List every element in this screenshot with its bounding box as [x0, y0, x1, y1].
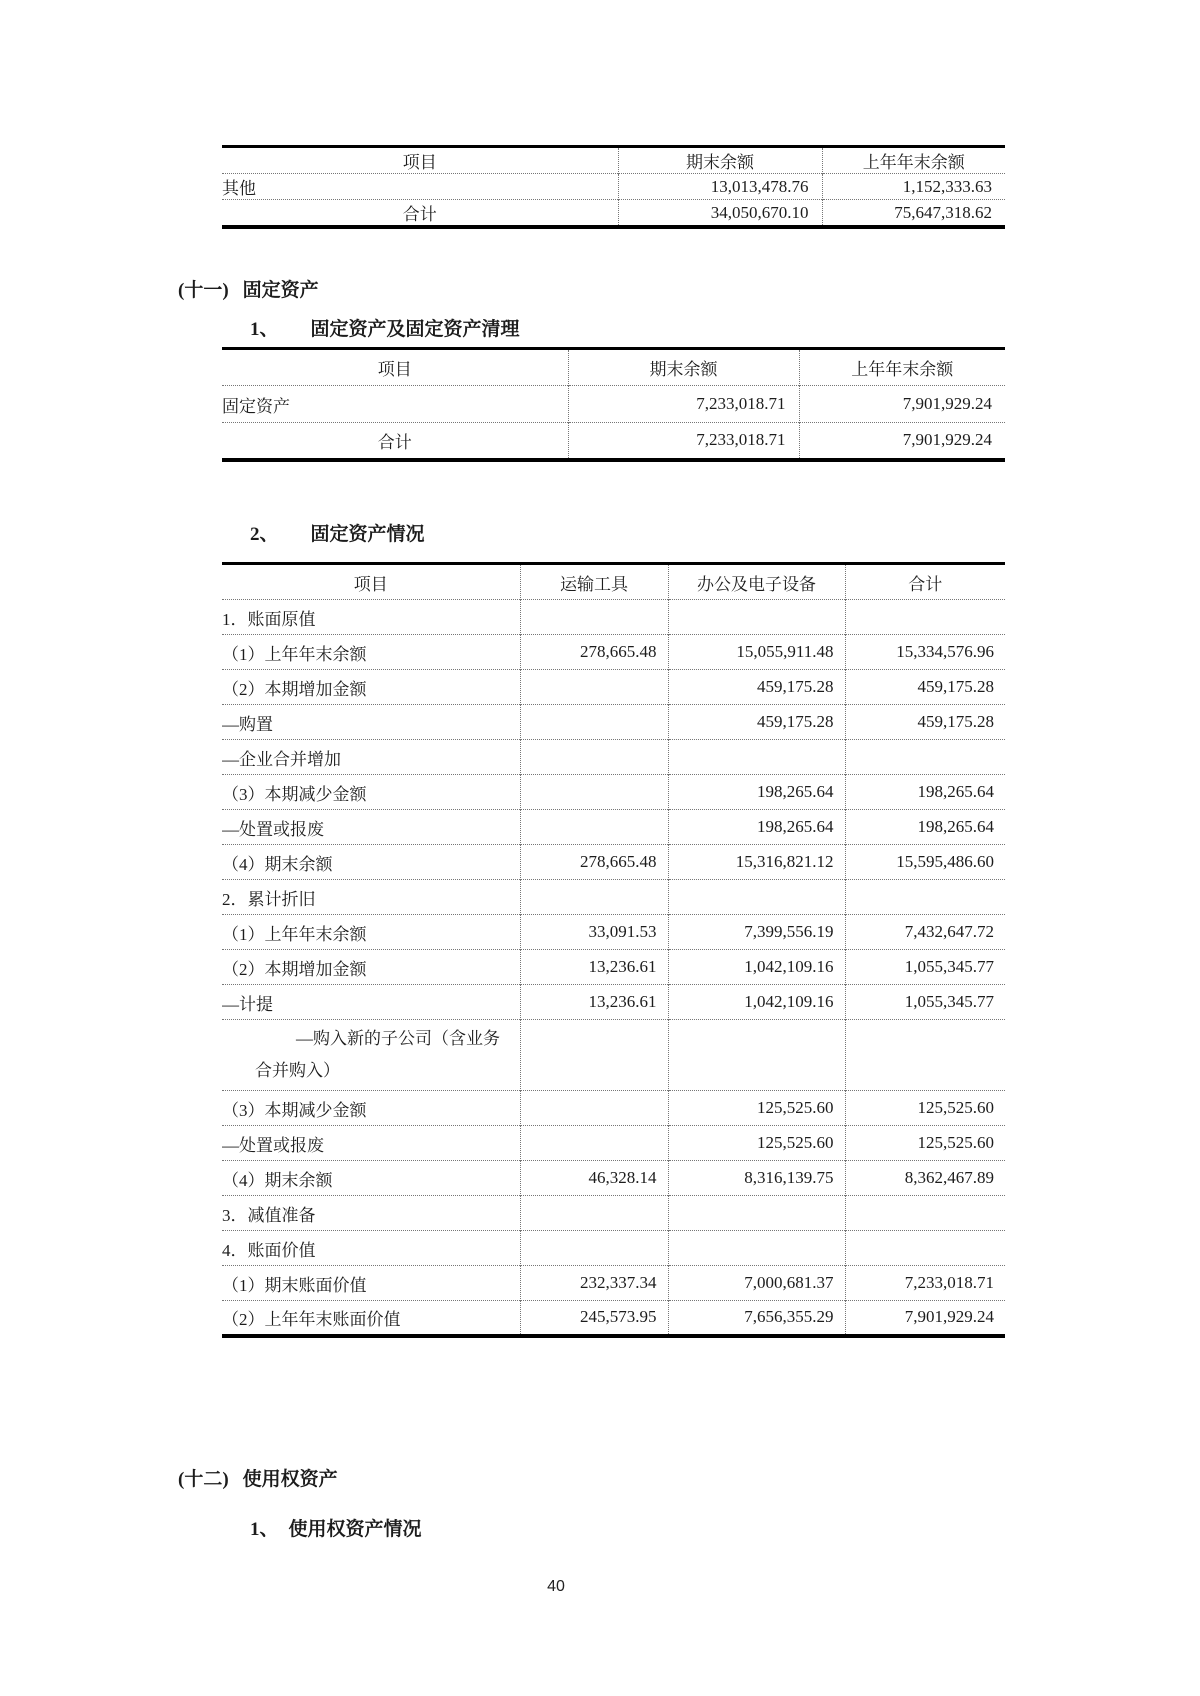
row-label: （4）期末余额: [222, 1170, 333, 1190]
table-header-row: [222, 349, 1005, 386]
table-row: [222, 810, 1005, 845]
transport-value: 232,337.34: [520, 1266, 668, 1301]
office-value: [668, 1231, 845, 1266]
transport-value: [520, 775, 668, 810]
prior-balance-total: 75,647,318.62: [822, 200, 1005, 228]
office-value: 8,316,139.75: [668, 1161, 845, 1196]
header-ending-balance: 期末余额: [618, 147, 822, 174]
row-label: 4．账面价值: [222, 1240, 316, 1260]
office-value: 7,399,556.19: [668, 915, 845, 950]
transport-value: 278,665.48: [520, 635, 668, 670]
office-value: 459,175.28: [668, 670, 845, 705]
section-12-heading: [178, 1467, 338, 1493]
total-value: [845, 880, 1005, 915]
total-value: 7,233,018.71: [845, 1266, 1005, 1301]
total-value: 1,055,345.77: [845, 950, 1005, 985]
row-label: 其他: [222, 179, 256, 198]
total-value: [845, 1231, 1005, 1266]
row-label: —购置: [222, 714, 273, 734]
office-value: [668, 880, 845, 915]
total-value: [845, 740, 1005, 775]
item-number: 2、: [250, 524, 279, 545]
table-row: [222, 600, 1005, 635]
table-row: [222, 950, 1005, 985]
row-label: （2）本期增加金额: [222, 679, 367, 699]
office-value: 125,525.60: [668, 1126, 845, 1161]
row-label: （3）本期减少金额: [222, 784, 367, 804]
table-row: [222, 880, 1005, 915]
transport-value: [520, 1091, 668, 1126]
office-value: 15,055,911.48: [668, 635, 845, 670]
row-label: （3）本期减少金额: [222, 1100, 367, 1120]
row-label: （2）本期增加金额: [222, 959, 367, 979]
table-header-row: [222, 147, 1005, 174]
ending-balance-total: 34,050,670.10: [618, 200, 822, 228]
ending-balance-value: 7,233,018.71: [568, 386, 799, 423]
ending-balance-value: 13,013,478.76: [618, 174, 822, 200]
fixed-assets-detail-table: [222, 562, 1005, 1338]
total-value: [845, 600, 1005, 635]
transport-value: [520, 880, 668, 915]
section-11-item-1-heading: [250, 317, 520, 343]
table-row: [222, 1091, 1005, 1126]
office-value: 1,042,109.16: [668, 985, 845, 1020]
transport-value: [520, 600, 668, 635]
section-11-item-2-heading: [250, 522, 425, 548]
table-row: [222, 775, 1005, 810]
office-value: 198,265.64: [668, 775, 845, 810]
row-label: 3．减值准备: [222, 1205, 316, 1225]
transport-value: [520, 1231, 668, 1266]
row-label: （2）上年年末账面价值: [222, 1309, 401, 1329]
prior-balance-value: 7,901,929.24: [799, 386, 1005, 423]
office-value: 198,265.64: [668, 810, 845, 845]
transport-value: 13,236.61: [520, 950, 668, 985]
transport-value: [520, 810, 668, 845]
section-number: (十二): [178, 1469, 229, 1490]
row-label: （1）上年年末余额: [222, 644, 367, 664]
prior-balance-total: 7,901,929.24: [799, 423, 1005, 460]
section-11-heading: [178, 278, 319, 304]
header-item: 项目: [377, 360, 412, 379]
section-number: (十一): [178, 280, 229, 301]
table-row: [222, 1126, 1005, 1161]
transport-value: [520, 1020, 668, 1091]
table-row: [222, 705, 1005, 740]
section-12-item-1-heading: [250, 1517, 422, 1543]
header-prior-year-balance: 上年年末余额: [822, 147, 1005, 174]
section-title: 使用权资产: [242, 1469, 338, 1490]
office-value: 1,042,109.16: [668, 950, 845, 985]
page-number: 40: [547, 1578, 565, 1595]
table-row: [222, 1161, 1005, 1196]
header-office-electronics: 办公及电子设备: [668, 564, 845, 600]
total-value: 15,334,576.96: [845, 635, 1005, 670]
total-value: 8,362,467.89: [845, 1161, 1005, 1196]
table-row: [222, 1301, 1005, 1336]
item-title: 固定资产及固定资产清理: [310, 319, 520, 340]
office-value: [668, 1196, 845, 1231]
transport-value: [520, 740, 668, 775]
row-label: —处置或报废: [222, 1135, 324, 1155]
total-value: 459,175.28: [845, 705, 1005, 740]
table-total-row: [222, 200, 1005, 228]
table-row: [222, 1266, 1005, 1301]
total-label: 合计: [402, 205, 437, 224]
office-value: [668, 740, 845, 775]
total-label: 合计: [377, 432, 412, 452]
table-total-row: [222, 423, 1005, 460]
row-label: 1．账面原值: [222, 609, 316, 629]
office-value: [668, 600, 845, 635]
header-item: 项目: [353, 574, 388, 594]
table-row: [222, 174, 1005, 200]
item-number: 1、: [250, 319, 279, 340]
table-row: [222, 1020, 1005, 1091]
total-value: 459,175.28: [845, 670, 1005, 705]
office-value: 7,000,681.37: [668, 1266, 845, 1301]
table-row: [222, 386, 1005, 423]
row-label-line-1: —购入新的子公司（含业务: [296, 1029, 500, 1048]
header-ending-balance: 期末余额: [568, 349, 799, 386]
total-value: 198,265.64: [845, 775, 1005, 810]
transport-value: [520, 1126, 668, 1161]
row-label: （1）期末账面价值: [222, 1275, 367, 1295]
total-value: [845, 1020, 1005, 1091]
total-value: 7,432,647.72: [845, 915, 1005, 950]
transport-value: [520, 670, 668, 705]
table-header-row: [222, 564, 1005, 600]
ending-balance-total: 7,233,018.71: [568, 423, 799, 460]
table-row: [222, 740, 1005, 775]
transport-value: 245,573.95: [520, 1301, 668, 1336]
table-row: [222, 845, 1005, 880]
total-value: 125,525.60: [845, 1091, 1005, 1126]
office-value: 7,656,355.29: [668, 1301, 845, 1336]
transport-value: [520, 1196, 668, 1231]
table-row: [222, 1231, 1005, 1266]
item-number: 1、: [250, 1519, 279, 1540]
total-value: 7,901,929.24: [845, 1301, 1005, 1336]
header-prior-year-balance: 上年年末余额: [799, 349, 1005, 386]
office-value: 459,175.28: [668, 705, 845, 740]
row-label: （1）上年年末余额: [222, 924, 367, 944]
row-label: —计提: [222, 994, 273, 1014]
total-value: 198,265.64: [845, 810, 1005, 845]
row-label-line-2: 合并购入）: [255, 1061, 340, 1080]
table-row: [222, 915, 1005, 950]
total-value: 125,525.60: [845, 1126, 1005, 1161]
header-total: 合计: [845, 564, 1005, 600]
office-value: [668, 1020, 845, 1091]
fixed-assets-summary-table: [222, 347, 1005, 462]
office-value: 15,316,821.12: [668, 845, 845, 880]
row-label: （4）期末余额: [222, 854, 333, 874]
transport-value: [520, 705, 668, 740]
transport-value: 13,236.61: [520, 985, 668, 1020]
row-label: —处置或报废: [222, 819, 324, 839]
table-row: [222, 985, 1005, 1020]
total-value: 15,595,486.60: [845, 845, 1005, 880]
item-title: 固定资产情况: [310, 524, 425, 545]
office-value: 125,525.60: [668, 1091, 845, 1126]
transport-value: 46,328.14: [520, 1161, 668, 1196]
table-row: [222, 670, 1005, 705]
table-row: [222, 1196, 1005, 1231]
row-label: —企业合并增加: [222, 749, 341, 769]
row-label: [222, 1020, 520, 1091]
header-transport-equipment: 运输工具: [520, 564, 668, 600]
total-value: 1,055,345.77: [845, 985, 1005, 1020]
prior-balance-value: 1,152,333.63: [822, 174, 1005, 200]
item-title: 使用权资产情况: [288, 1519, 422, 1540]
total-value: [845, 1196, 1005, 1231]
transport-value: 278,665.48: [520, 845, 668, 880]
carryover-balance-table: [222, 145, 1005, 229]
header-item: 项目: [402, 153, 437, 172]
row-label: 固定资产: [222, 396, 290, 416]
transport-value: 33,091.53: [520, 915, 668, 950]
row-label: 2．累计折旧: [222, 889, 316, 909]
table-row: [222, 635, 1005, 670]
section-title: 固定资产: [242, 280, 319, 301]
